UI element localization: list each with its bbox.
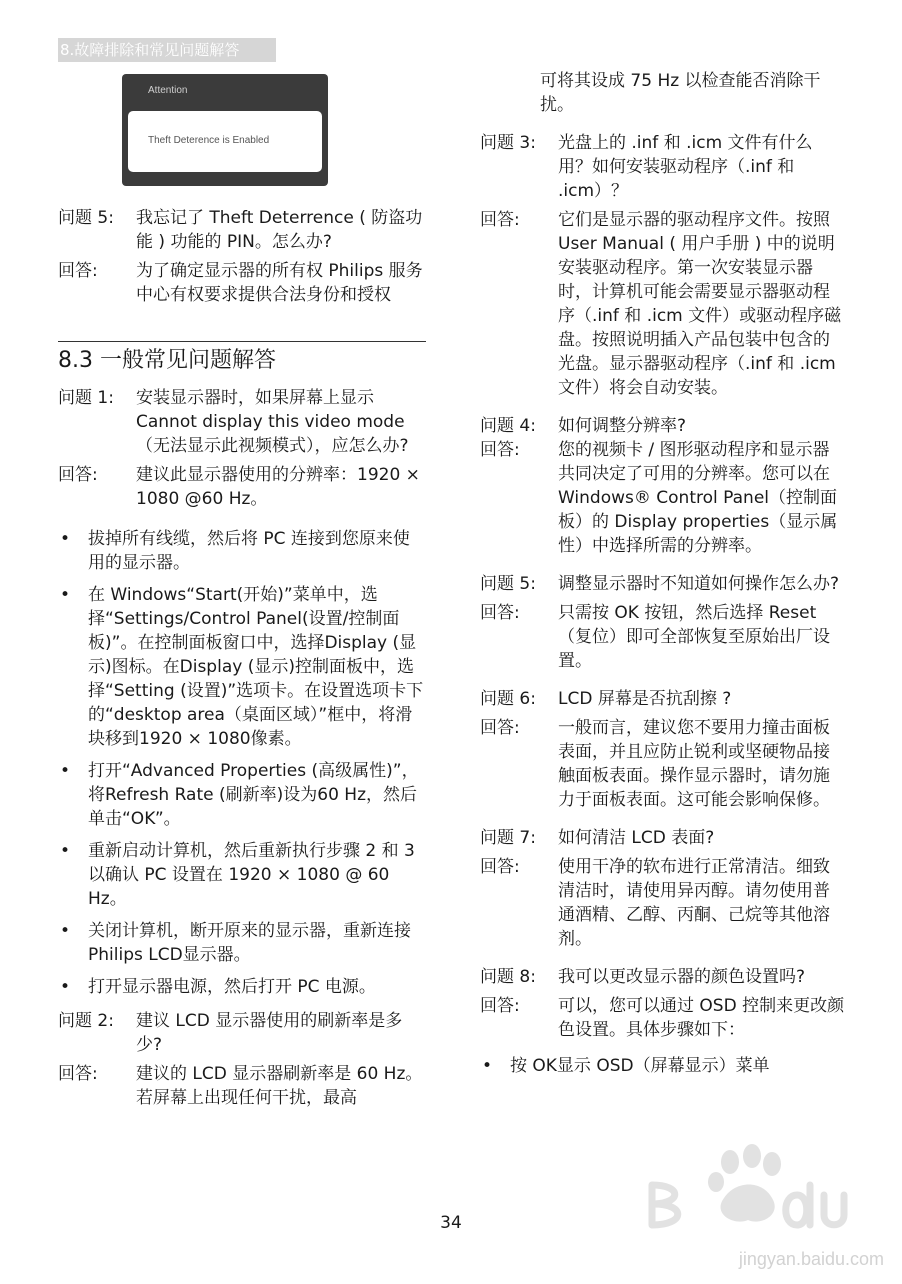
answer-4 [480, 438, 846, 558]
answer-label: 回答: [58, 465, 98, 485]
question-label: 问题 6: [480, 689, 536, 709]
page-number: 34 [440, 1213, 462, 1233]
answer-label: 回答: [58, 1064, 98, 1084]
answer-label: 回答: [480, 603, 520, 623]
bullet-icon: • [482, 1056, 493, 1076]
bullet-icon: • [60, 761, 71, 781]
answer-text: 一般而言，建议您不要用力撞击面板表面，并且应防止锐利或坚硬物品接触面板表面。操作显示器时，请勿施力于面板表面。这可能会影响保修。 [558, 718, 830, 810]
answer-text: 您的视频卡 / 图形驱动程序和显示器共同决定了可用的分辨率。您可以在 Windows® Control Panel（控制面板）的 Display properties（显示属性）中选择所需的分辨率。 [558, 440, 838, 556]
answer-8-steps [480, 1054, 846, 1078]
attention-dialog-image [122, 74, 328, 186]
answer-5-right [480, 601, 846, 673]
question-text: 调整显示器时不知道如何操作怎么办? [558, 574, 840, 594]
question-label: 问题 1: [58, 388, 114, 408]
question-label: 问题 2: [58, 1011, 114, 1031]
question-label: 问题 5: [480, 574, 536, 594]
question-text: 安装显示器时，如果屏幕上显示 Cannot display this video mode（无法显示此视频模式），应怎么办? [136, 388, 409, 456]
bullet-icon: • [60, 585, 71, 605]
dialog-body [128, 111, 322, 172]
answer-label: 回答: [58, 261, 98, 281]
question-5-left [58, 206, 426, 254]
answer-5-left [58, 259, 426, 307]
watermark-text: jingyan.baidu.com [738, 1249, 884, 1269]
question-8 [480, 965, 846, 989]
left-column [58, 206, 426, 1110]
question-text: 如何调整分辨率? [558, 416, 687, 436]
question-6 [480, 687, 846, 711]
baidu-watermark [612, 1140, 902, 1280]
answer-2 [58, 1062, 426, 1110]
question-text: 如何清洁 LCD 表面? [558, 828, 715, 848]
answer-text: 为了确定显示器的所有权 Philips 服务中心有权要求提供合法身份和授权 [136, 261, 423, 305]
dialog-title: Attention [148, 85, 188, 96]
answer-text: 建议此显示器使用的分辨率：1920 × 1080 @60 Hz。 [136, 465, 420, 509]
bullet-icon: • [60, 977, 71, 997]
question-3 [480, 131, 846, 203]
list-item: • 打开“Advanced Properties (高级属性)”，将Refresh Rate (刷新率)设为60 Hz，然后单击“OK”。 [60, 761, 419, 829]
answer-label: 回答: [480, 440, 520, 460]
answer-label: 回答: [480, 857, 520, 877]
answer-3 [480, 208, 846, 400]
answer-6 [480, 716, 846, 812]
section-title: 8.3 一般常见问题解答 [58, 341, 426, 376]
answer-text: 使用干净的软布进行正常清洁。细致清洁时，请使用异丙醇。请勿使用普通酒精、乙醇、丙酮、己烷等其他溶剂。 [558, 857, 830, 949]
right-column [480, 69, 846, 1086]
bullet-icon: • [60, 529, 71, 549]
question-label: 问题 7: [480, 828, 536, 848]
question-4 [480, 414, 846, 438]
bullet-icon: • [60, 841, 71, 861]
list-item: • 在 Windows“Start(开始)”菜单中，选择“Settings/Control Panel(设置/控制面板)”。在控制面板窗口中，选择Display (显示)图标。在Display (显示)控制面板中，选择“Setting (设置)”选项卡。在设置选项卡下的“desktop area（桌面区域）”框中，将滑块移到1920 × 1080像素。 [60, 585, 424, 749]
answer-text: 可以，您可以通过 OSD 控制来更改颜色设置。具体步骤如下： [558, 996, 845, 1040]
answer-label: 回答: [480, 996, 520, 1016]
question-1 [58, 386, 426, 458]
answer-2-continued: 可将其设成 75 Hz 以检查能否消除干扰。 [540, 71, 821, 115]
list-item: • 关闭计算机，断开原来的显示器，重新连接 Philips LCD显示器。 [60, 921, 411, 965]
question-2 [58, 1009, 426, 1057]
section-header-tab: 8.故障排除和常见问题解答 [58, 38, 276, 62]
question-text: 光盘上的 .inf 和 .icm 文件有什么用？如何安装驱动程序（.inf 和 .icm）？ [558, 133, 813, 201]
answer-7 [480, 855, 846, 951]
answer-text: 它们是显示器的驱动程序文件。按照 User Manual ( 用户手册 ) 中的说明安装驱动程序。第一次安装显示器时，计算机可能会需要显示器驱动程序（.inf 和 .icm 文件）或驱动程序磁盘。按照说明插入产品包装中包含的光盘。显示器驱动程序（.inf 和 .icm 文件）将会自动安装。 [558, 210, 842, 398]
bullet-icon: • [60, 921, 71, 941]
answer-label: 回答: [480, 210, 520, 230]
question-text: 我忘记了 Theft Deterrence ( 防盗功能 ) 功能的 PIN。怎么办? [136, 208, 423, 252]
question-text: 建议 LCD 显示器使用的刷新率是多少? [136, 1011, 403, 1055]
list-item: • 按 OK显示 OSD（屏幕显示）菜单 [482, 1056, 770, 1076]
answer-1-steps [58, 527, 426, 999]
question-label: 问题 8: [480, 967, 536, 987]
question-5-right [480, 572, 846, 596]
answer-text: 建议的 LCD 显示器刷新率是 60 Hz。若屏幕上出现任何干扰，最高 [136, 1064, 423, 1108]
question-text: LCD 屏幕是否抗刮擦 ? [558, 689, 732, 709]
question-label: 问题 3: [480, 133, 536, 153]
answer-text: 只需按 OK 按钮，然后选择 Reset（复位）即可全部恢复至原始出厂设置。 [558, 603, 830, 671]
question-label: 问题 4: [480, 416, 536, 436]
dialog-message: Theft Deterence is Enabled [148, 135, 270, 146]
list-item: • 拔掉所有线缆，然后将 PC 连接到您原来使用的显示器。 [60, 529, 410, 573]
answer-1 [58, 463, 426, 511]
answer-8 [480, 994, 846, 1042]
list-item: • 打开显示器电源，然后打开 PC 电源。 [60, 977, 376, 997]
question-text: 我可以更改显示器的颜色设置吗? [558, 967, 806, 987]
question-7 [480, 826, 846, 850]
answer-label: 回答: [480, 718, 520, 738]
question-label: 问题 5: [58, 208, 114, 228]
list-item: • 重新启动计算机，然后重新执行步骤 2 和 3 以确认 PC 设置在 1920 × 1080 @ 60 Hz。 [60, 841, 415, 909]
